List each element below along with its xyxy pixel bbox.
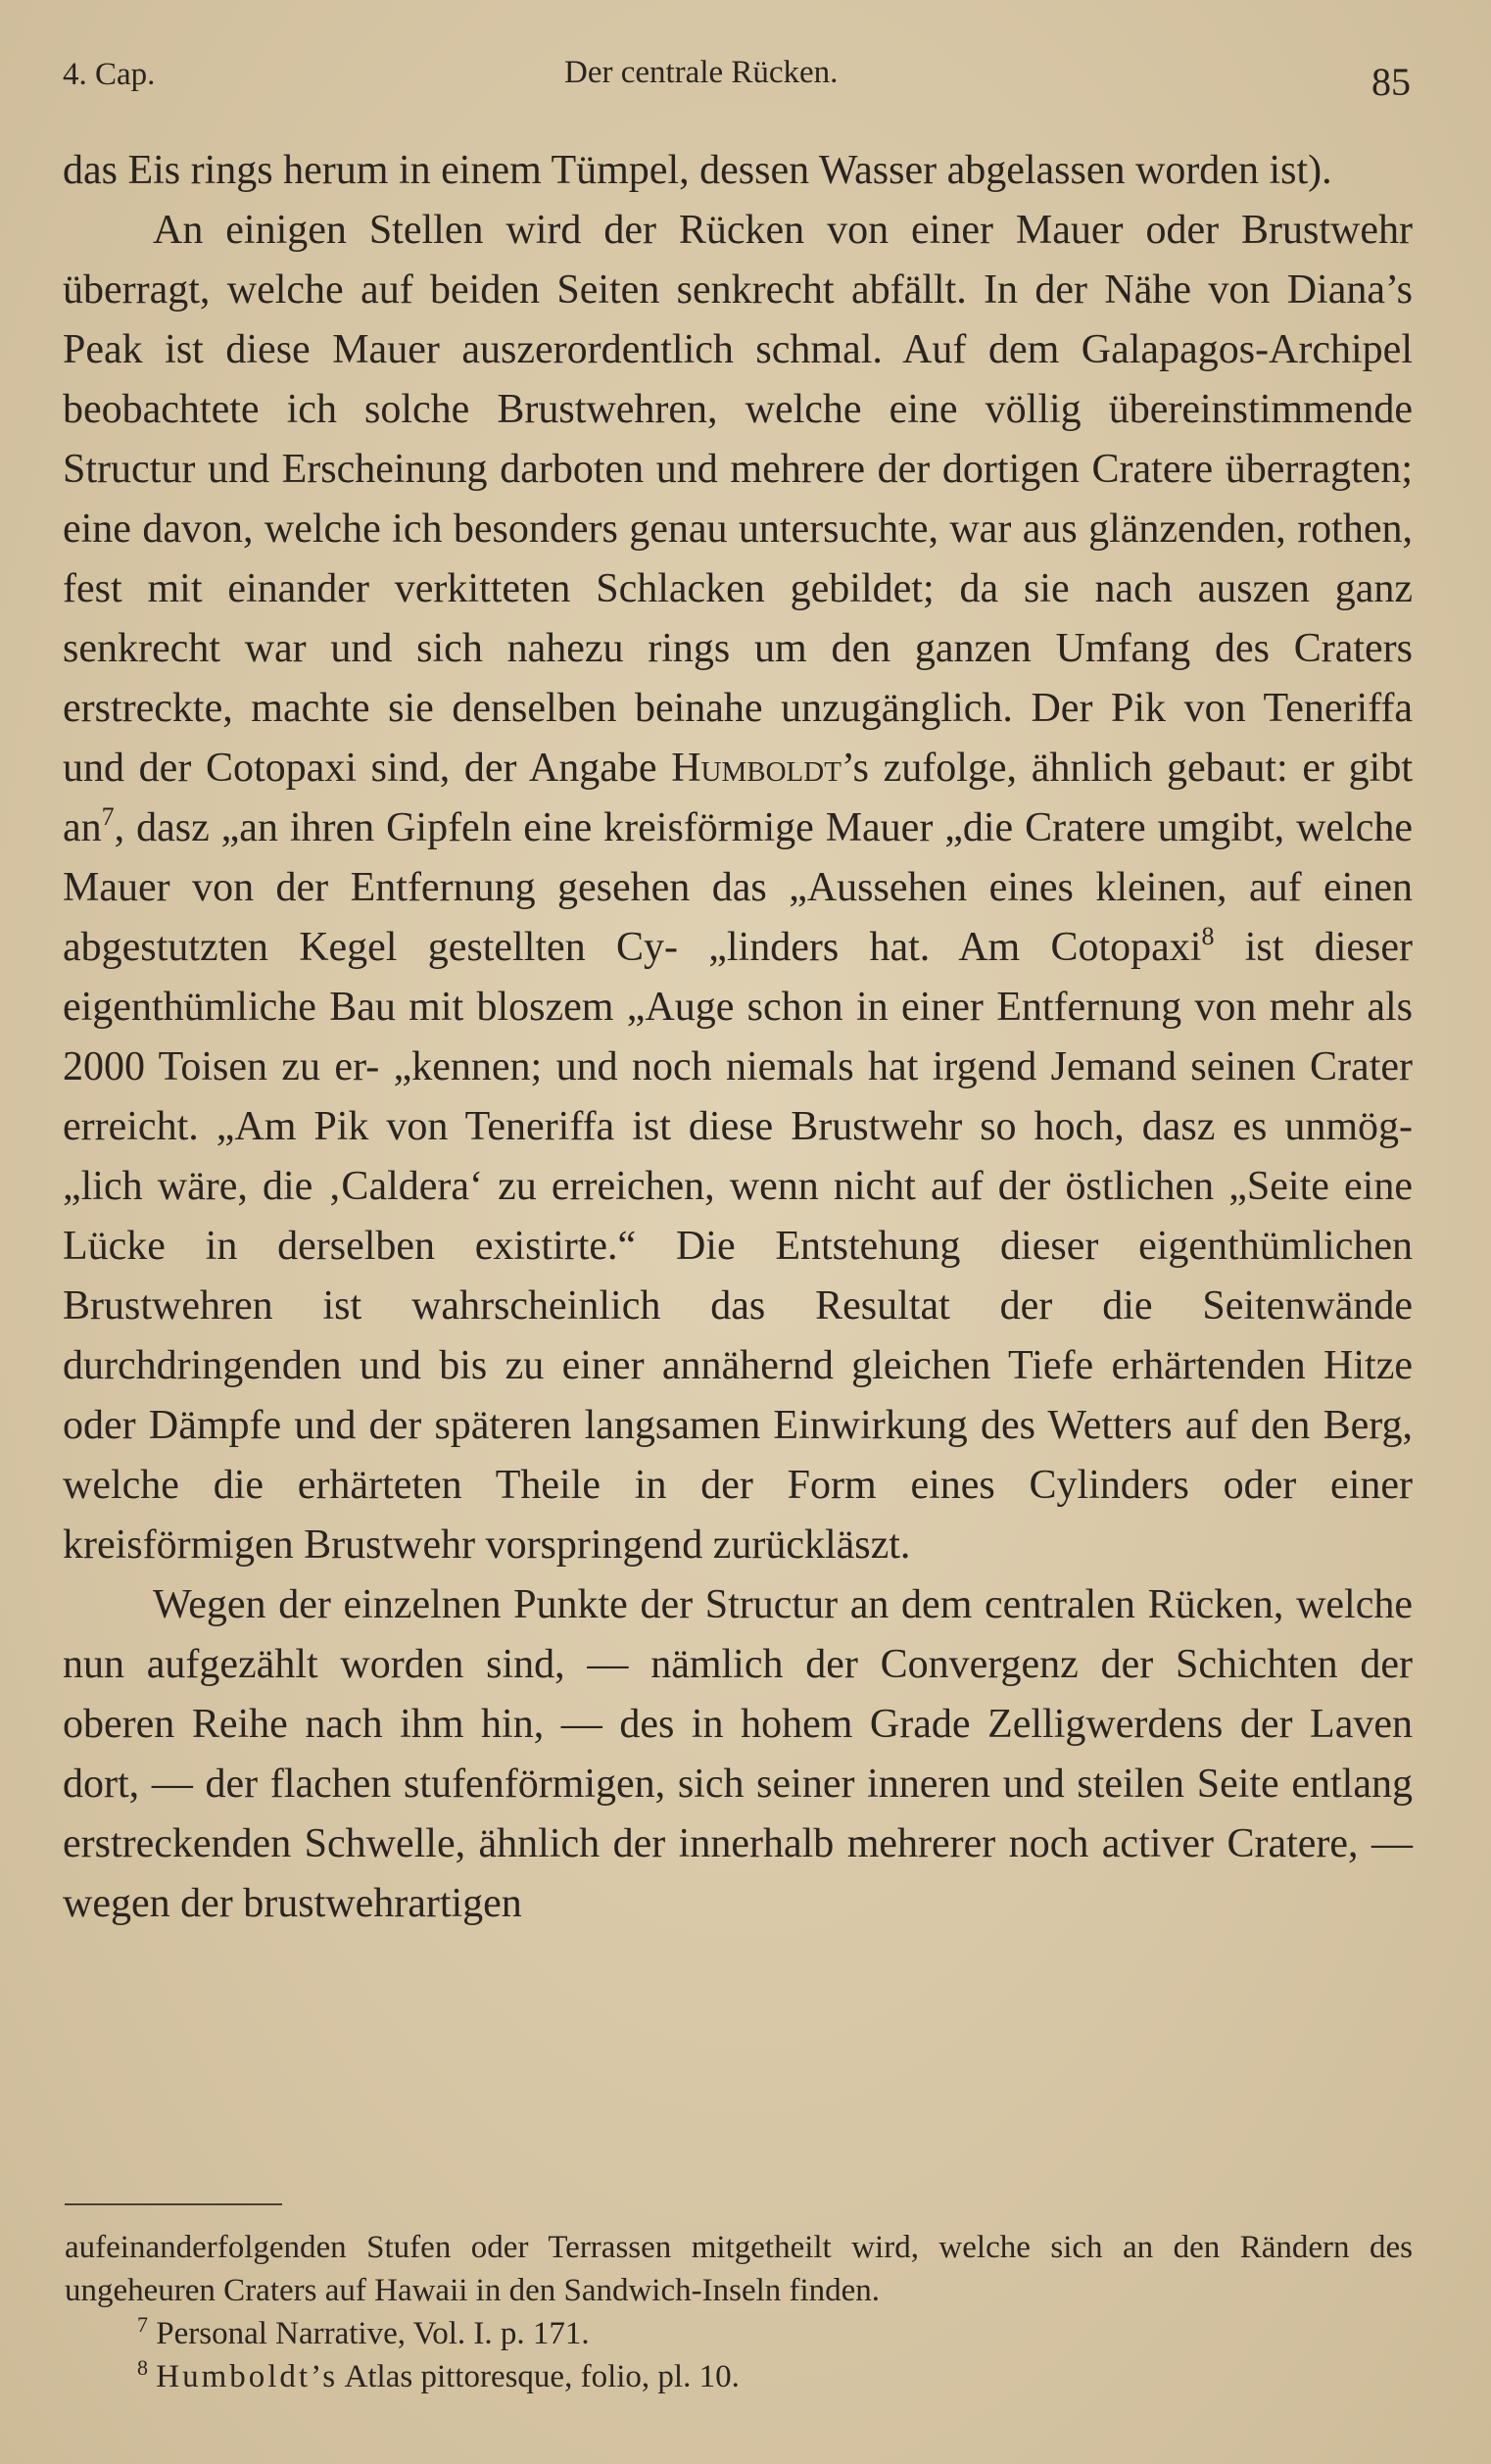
chapter-label: 4. Cap.: [63, 57, 156, 92]
paragraph-2-part-a: An einigen Stellen wird der Rücken von einer Mauer oder Brustwehr überragt, welche auf beiden Seiten senkrecht abfällt. In der Nähe von Diana’s Peak ist diese Mauer auszerordentlich schmal. Auf dem Galapagos-Archipel beobachtete ich solche Brustwehren, welche eine völlig übereinstimmende Structur und Erscheinung darboten und mehrere der dortigen Cratere überragten; eine davon, welche ich besonders genau untersuchte, war aus glänzenden, rothen, fest mit einander verkitteten Schlacken gebildet; da sie nach auszen ganz senkrecht war und sich nahezu rings um den ganzen Umfang des Craters erstreckte, machte sie denselben beinahe unzugänglich. Der Pik von Teneriffa und der Cotopaxi sind, der Angabe: [63, 208, 1413, 791]
running-title: Der centrale Rücken.: [564, 55, 839, 90]
footnote-8-text: Atlas pittoresque, folio, pl. 10.: [338, 2359, 740, 2394]
author-humboldt: Humboldt: [671, 746, 842, 791]
footnote-8: [65, 2355, 1413, 2398]
footnote-ref-8: 8: [1201, 922, 1215, 950]
paragraph-3: Wegen der einzelnen Punkte der Structur an dem centralen Rücken, welche nun aufgezählt worden sind, — nämlich der Convergenz der Schichten der oberen Reihe nach ihm hin, — des in hohem Grade Zelligwerdens der Laven dort, — der flachen stufenförmigen, sich seiner inneren und steilen Seite entlang erstreckenden Schwelle, ähnlich der innerhalb mehrerer noch activer Cratere, — wegen der brustwehrartigen: [63, 1582, 1413, 1926]
running-header: [63, 51, 1415, 110]
main-text: [63, 141, 1413, 1934]
paragraph-2-part-c: , dasz „an ihren Gipfeln eine kreisförmige Mauer „die Cratere umgibt, welche Mauer von der Entfernung gesehen das „Aussehen eines kleinen, auf einen abgestutzten Kegel gestellten Cy- „linders hat. Am Cotopaxi: [63, 805, 1413, 970]
footnotes: [65, 2226, 1413, 2398]
paragraph-2-part-b: ’s zufolge, ähnlich gebaut: er gibt an: [63, 746, 1413, 850]
paragraph-2: [63, 201, 1413, 1575]
page-number: 85: [1371, 60, 1411, 104]
footnote-8-mark: 8: [137, 2355, 148, 2380]
footnote-7-mark: 7: [137, 2312, 148, 2337]
paragraph-1: das Eis rings herum in einem Tümpel, dessen Wasser abgelassen worden ist).: [63, 148, 1332, 193]
footnote-7-text: Personal Narrative, Vol. I. p. 171.: [148, 2316, 590, 2351]
footnote-8-author: Humboldt’s: [156, 2359, 339, 2394]
footnote-continuation: aufeinanderfolgenden Stufen oder Terrassen mitgetheilt wird, welche sich an den Rändern des ungeheuren Craters auf Hawaii in den Sandwich-Inseln finden.: [65, 2230, 1413, 2308]
footnote-rule: [65, 2203, 282, 2205]
footnote-7: [65, 2312, 1413, 2355]
paragraph-2-part-d: ist dieser eigenthümliche Bau mit bloszem „Auge schon in einer Entfernung von mehr als 2000 Toisen zu er- „kennen; und noch niemals hat irgend Jemand seinen Crater erreicht. „Am Pik von Teneriffa ist diese Brustwehr so hoch, dasz es unmög- „lich wäre, die ‚Caldera‘ zu erreichen, wenn nicht auf der östlichen „Seite eine Lücke in derselben existirte.“ Die Entstehung dieser eigenthümlichen Brustwehren ist wahrscheinlich das Resultat der die Seitenwände durchdringenden und bis zu einer annähernd gleichen Tiefe erhärtenden Hitze oder Dämpfe und der späteren langsamen Einwirkung des Wetters auf den Berg, welche die erhärteten Theile in der Form eines Cylinders oder einer kreisförmigen Brustwehr vorspringend zurückläszt.: [63, 925, 1413, 1568]
footnote-ref-7: 7: [101, 802, 115, 831]
